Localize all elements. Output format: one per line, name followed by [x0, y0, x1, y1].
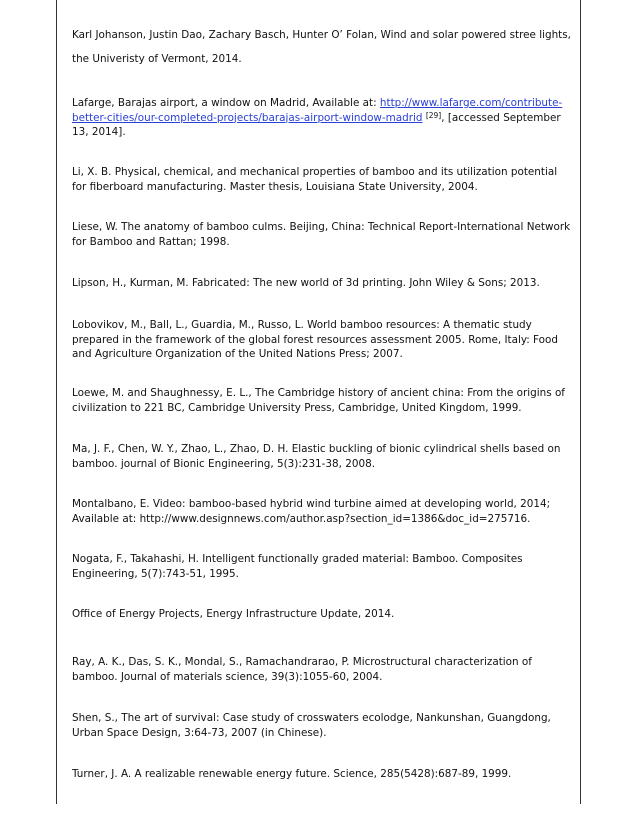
- right-border-line: [580, 0, 581, 804]
- reference-item: [72, 318, 572, 362]
- reference-item-continuation: [72, 52, 572, 67]
- reference-text: Shen, S., The art of survival: Case study of crosswaters ecolodge, Nankunshan, Guangdong, Urban Space Design, 3:64-73, 2007 (in Chinese).: [72, 712, 551, 739]
- reference-text: Ma, J. F., Chen, W. Y., Zhao, L., Zhao, D. H. Elastic buckling of bionic cylindrical shells based on bamboo. journal of Bionic Engineering, 5(3):231-38, 2008.: [72, 443, 561, 470]
- reference-item: [72, 276, 572, 291]
- reference-item: [72, 655, 572, 684]
- reference-text: Li, X. B. Physical, chemical, and mechanical properties of bamboo and its utilization potential for fiberboard manufacturing. Master thesis, Louisiana State University, 2004.: [72, 166, 558, 193]
- reference-text: Loewe, M. and Shaughnessy, E. L., The Cambridge history of ancient china: From the origins of civilization to 221 BC, Cambridge University Press, Cambridge, United Kingdom, 1999.: [72, 387, 565, 414]
- reference-text: Liese, W. The anatomy of bamboo culms. Beijing, China: Technical Report-International Network for Bamboo and Rattan; 1998.: [72, 221, 571, 248]
- reference-text: Lobovikov, M., Ball, L., Guardia, M., Russo, L. World bamboo resources: A thematic study prepared in the framework of the global forest resources assessment 2005. Rome, Italy: Food and Agriculture Organization of the United Nations Press; 2007.: [72, 319, 558, 361]
- reference-text: Montalbano, E. Video: bamboo-based hybrid wind turbine aimed at developing world, 2014; Available at: http://www.designnews.com/author.asp?section_id=1386&doc_id=275716.: [72, 498, 551, 525]
- reference-item: [72, 28, 572, 43]
- reference-text: Lipson, H., Kurman, M. Fabricated: The new world of 3d printing. John Wiley & Sons; 2013.: [72, 277, 540, 289]
- reference-item: [72, 607, 572, 622]
- reference-text: Lafarge, Barajas airport, a window on Madrid, Available at:: [72, 97, 380, 109]
- reference-item: [72, 442, 572, 471]
- reference-text: the Univeristy of Vermont, 2014.: [72, 53, 242, 65]
- reference-item: [72, 165, 572, 194]
- reference-text: Nogata, F., Takahashi, H. Intelligent functionally graded material: Bamboo. Composites Engineering, 5(7):743-51, 1995.: [72, 553, 523, 580]
- reference-item: [72, 552, 572, 581]
- reference-item: [72, 96, 572, 140]
- reference-item: [72, 220, 572, 249]
- reference-text: , [accessed September 13, 2014].: [72, 111, 561, 139]
- citation-marker: [29]: [425, 110, 442, 120]
- reference-item: [72, 711, 572, 740]
- reference-item: [72, 386, 572, 415]
- reference-text: Turner, J. A. A realizable renewable energy future. Science, 285(5428):687-89, 1999.: [72, 768, 512, 780]
- reference-text: Office of Energy Projects, Energy Infrastructure Update, 2014.: [72, 608, 395, 620]
- reference-text: Karl Johanson, Justin Dao, Zachary Basch, Hunter O’ Folan, Wind and solar powered stree lights,: [72, 29, 571, 41]
- reference-item: [72, 497, 572, 526]
- reference-item: [72, 767, 572, 782]
- left-border-line: [56, 0, 57, 804]
- reference-text: Ray, A. K., Das, S. K., Mondal, S., Ramachandrarao, P. Microstructural characterization of bamboo. Journal of materials science, 39(3):1055-60, 2004.: [72, 656, 532, 683]
- reference-link[interactable]: http://www.lafarge.com/contribute-better-cities/our-completed-projects/barajas-airport-window-madrid: [72, 97, 563, 124]
